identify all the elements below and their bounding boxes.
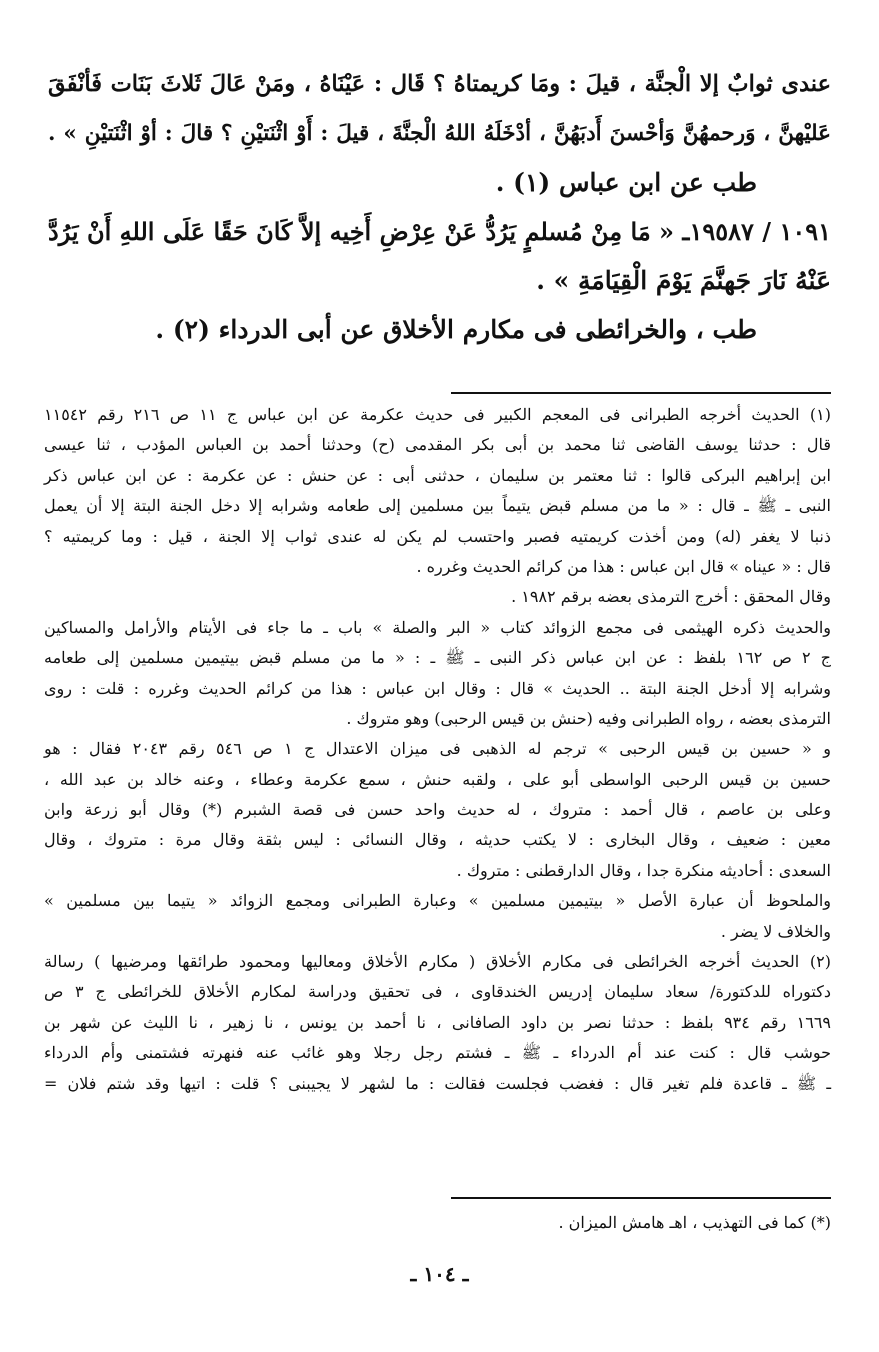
footnote-line: ذنبا لا يغفر (له) ومن أخذت كريمتيه فصبر واحتسب لم يكن له عندى ثواب إلا الجنة ، قيل : وما كريمتيه ؟ [44,526,831,546]
footnote-line: والحديث ذكره الهيثمى فى مجمع الزوائد كتاب « البر والصلة » باب ـ ما جاء فى الأيتام والأرامل والمساكين [44,617,831,637]
main-text [48,60,831,354]
hadith-source: طب عن ابن عباس (١) . [495,168,757,197]
footnote-line: السعدى : أحاديثه منكرة جدا ، وقال الدارقطنى : متروك . [456,860,831,880]
footnote-line: وقال المحقق : أخرج الترمذى بعضه برقم ١٩٨٢ . [511,587,831,607]
footnote-line: ١٦٦٩ رقم ٩٣٤ بلفظ : حدثنا نصر بن داود الصافانى ، نا أحمد بن يونس ، نا زهير ، نا الليث عن شهر بن [44,1012,832,1032]
footnote-line: دكتوراه للدكتورة/ سعاد سليمان إدريس الخندقاوى ، فى تحقيق ودراسة لمكارم الأخلاق للخرائطى ج ٣ ص [44,982,831,1002]
hadith-line: ١٠٩١ / ١٩٥٨٧ـ « مَا مِنْ مُسلمٍ يَرُدُّ عَنْ عِرْضِ أَخِيه إلاَّ كَانَ حَقًا عَلَى اللهِ أَنْ يَرُدَّ [48,217,831,246]
footnote-line: و « حسين بن قيس الرحبى » ترجم له الذهبى فى ميزان الاعتدال ج ١ ص ٥٤٦ رقم ٢٠٤٣ فقال : هو [44,739,832,759]
main-line: عندى ثوابٌ إلا الْجنَّة ، قيلَ : ومَا كريمتاهُ ؟ قَال : عَيْنَاهُ ، ومَنْ عَالَ ثَلاثَ بَنَات فَأنْفَقَ [48,71,831,97]
footnote-line: حوشب قال : كنت عند أم الدرداء ـ ﷺ ـ فشتم رجل رجلا وهو غائب عنه فنهرته فشتمنى وأم الدرداء [44,1043,831,1063]
footnote-line: قال : « عيناه » قال ابن عباس : هذا من كرائم الحديث وغرره . [416,556,831,576]
hadith-source: طب ، والخرائطى فى مكارم الأخلاق عن أبى الدرداء (٢) . [155,315,757,344]
main-line: عَليْهنَّ ، وَرحمهُنَّ وَأحْسنَ أَدبَهُنَّ ، أدْخَلَهُ اللهُ الْجنَّةَ ، قيلَ : أَوْ اثْنَتيْنِ ؟ قالَ : أوْ اثْنَتيْنِ » . [48,121,831,146]
footnote-line: معين : ضعيف ، وقال البخارى : لا يكتب حديثه ، وقال النسائى : ليس بثقة وقال مرة : متروك ، وقال [44,830,831,850]
subfootnote-line: (*) كما فى التهذيب ، اهـ هامش الميزان . [558,1213,831,1232]
footnotes [44,400,831,1099]
subfootnote [44,1208,831,1238]
page-number: ـ ١٠٤ ـ [410,1262,469,1286]
footnote-line: وعلى بن عاصم ، قال أحمد : متروك ، له حديث واحد حسن فى قصة الشبرم (*) وقال أبو زرعة وابن [44,800,831,820]
footnote-line: الترمذى بعضه ، رواه الطبرانى وفيه (حنش بن قيس الرحبى) وهو متروك . [346,708,831,728]
footnote-line: النبى ـ ﷺ ـ قال : « ما من مسلم قبض يتيماً بين مسلمين إلى طعامه وشرابه إلا دخل الجنة البتة إلا أن يعمل [44,496,831,516]
footnote-line: حسين بن قيس الرحبى الواسطى أبو على ، ولقبه حنش ، سمع عكرمة وعطاء ، وعنه خالد بن عبد الله ، [44,769,831,789]
footnote-line: والملحوظ أن عبارة الأصل « بيتيمين مسلمين » وعبارة الطبرانى ومجمع الزوائد « يتيما بين مسلمين » [44,891,831,911]
footnote-line: قال : حدثنا يوسف القاضى ثنا محمد بن أبى بكر المقدمى (ح) وحدثنا أحمد بن العباس المؤدب ، ثنا عيسى [44,435,831,455]
footnote-line: (١) الحديث أخرجه الطبرانى فى المعجم الكبير فى حديث عكرمة عن ابن عباس ج ١١ ص ٢١٦ رقم ١١٥٤٢ [44,405,831,424]
footnote-line: والخلاف لا يضر . [720,921,831,941]
footnote-line: ـ ﷺ ـ قاعدة فلم تغير قال : فغضب فجلست فقالت : ما لشهر لا يجيبنى ؟ قلت : اتيها وقد شتم فلان = [44,1073,831,1093]
footnote-line: وشرابه إلا أدخل الجنة البتة .. الحديث » قال : وقال ابن عباس : هذا من كرائم الحديث وغرره : قلت : روى [44,678,831,698]
footnote-line: ج ٢ ص ١٦٢ بلفظ : عن ابن عباس ذكر النبى ـ ﷺ ـ : « ما من مسلم قبض بيتيمين مسلمين إلى طعامه [44,648,832,668]
footnote-separator [451,392,831,394]
hadith-line: عَنْهُ نَارَ جَهنَّمَ يَوْمَ الْقِيَامَةِ » . [536,266,831,295]
footnote-line: ابن إبراهيم البركى قالوا : ثنا معتمر بن سليمان ، حدثنى أبى : عن حنش : عن عكرمة : عن ابن عباس ذكر [44,465,831,485]
footnote-line: (٢) الحديث أخرجه الخرائطى فى مكارم الأخلاق ( مكارم الأخلاق ومعاليها ومحمود طرائقها ومرضيها ) رسالة [44,952,832,972]
subfootnote-separator [451,1197,831,1199]
